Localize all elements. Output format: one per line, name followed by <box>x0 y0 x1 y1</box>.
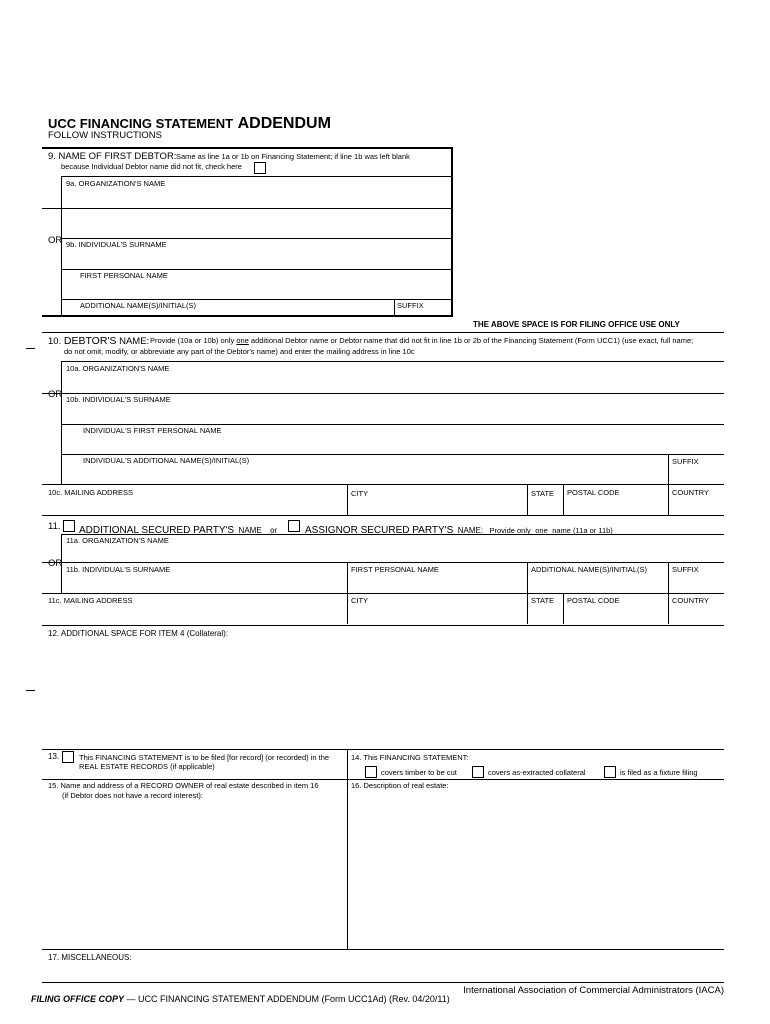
s9-line-b <box>42 208 452 209</box>
s10b-label: 10b. INDIVIDUAL'S SURNAME <box>66 395 171 404</box>
s9-line-a <box>61 176 452 177</box>
s11-top-line <box>42 515 724 516</box>
s11c-state-div <box>527 593 528 624</box>
s14-opt2: covers as-extracted collateral <box>488 768 586 777</box>
s15-line2: (if Debtor does not have a record interest): <box>62 791 203 800</box>
s11-num: 11. <box>48 521 61 532</box>
s10-additional-label: INDIVIDUAL'S ADDITIONAL NAME(S)/INITIAL(S) <box>83 456 250 465</box>
s16-label: 16. Description of real estate: <box>351 781 449 790</box>
s10a-input[interactable] <box>62 374 722 392</box>
s10c-city-input[interactable] <box>348 499 526 514</box>
s17-label: 17. MISCELLANEOUS: <box>48 953 132 962</box>
s10c-state-label: STATE <box>531 489 555 498</box>
footer-iaca: International Association of Commercial Administrators (IACA) <box>463 985 724 996</box>
s14-timber-checkbox[interactable] <box>365 766 377 778</box>
s9-right-border <box>451 147 453 315</box>
s11-provide-b: name (11a or 11b) <box>552 526 613 535</box>
s17-top-line <box>42 949 724 950</box>
s16-description-input[interactable] <box>349 793 723 947</box>
s9a-input[interactable] <box>62 190 450 207</box>
s10-or: OR <box>48 389 63 400</box>
s9-suffix-divider <box>394 299 395 315</box>
s14-as-extracted-checkbox[interactable] <box>472 766 484 778</box>
s11a-label: 11a. ORGANIZATION'S NAME <box>66 536 169 545</box>
s10-line-b <box>42 393 724 394</box>
s10-desc2: do not omit, modify, or abbreviate any part of the Debtor's name) and enter the mailing address in line 10c <box>64 347 415 356</box>
s10-suffix-divider <box>668 454 669 484</box>
s10-name-word: NAME: <box>119 336 150 347</box>
s9-additional-label: ADDITIONAL NAME(S)/INITIAL(S) <box>80 301 196 310</box>
s10c-city-label: CITY <box>351 489 369 498</box>
s11c-label: 11c. MAILING ADDRESS <box>48 596 133 605</box>
s9b-input[interactable] <box>62 250 450 268</box>
s15-owner-input[interactable] <box>43 803 345 947</box>
s11-additional-name: NAME <box>238 526 262 535</box>
s12-label: 12. ADDITIONAL SPACE FOR ITEM 4 (Collateral): <box>48 629 229 638</box>
s13-real-estate-checkbox[interactable] <box>62 751 74 763</box>
s9-label: 9. NAME OF FIRST DEBTOR: <box>48 151 177 162</box>
s11-line-b <box>42 562 724 563</box>
s9-desc2: because Individual Debtor name did not fit, check here <box>61 162 242 171</box>
s10-additional-input[interactable] <box>62 466 666 483</box>
footer-copy-rest: — UCC FINANCING STATEMENT ADDENDUM (Form UCC1Ad) (Rev. 04/20/11) <box>126 994 450 1004</box>
s11c-state-label: STATE <box>531 596 555 605</box>
s15-top-line <box>42 779 724 780</box>
s11-or: OR <box>48 558 63 569</box>
s10-label <box>48 336 149 347</box>
s9-first-input[interactable] <box>62 282 450 298</box>
margin-tick-upper <box>26 348 35 349</box>
s10-desc1-one: one <box>236 336 249 345</box>
s9-first-label: FIRST PERSONAL NAME <box>80 271 168 280</box>
s13-line1: This FINANCING STATEMENT is to be filed [for record] (or recorded) in the <box>79 753 330 762</box>
s10c-country-label: COUNTRY <box>672 488 709 497</box>
s10-desc1 <box>150 337 693 345</box>
s10c-state-div <box>527 484 528 515</box>
s11b-suffix-label: SUFFIX <box>672 565 699 574</box>
form-title-main: UCC FINANCING STATEMENT <box>48 116 234 131</box>
s12-collateral-input[interactable] <box>43 642 723 747</box>
s9-line-c <box>61 238 452 239</box>
s13-top-line <box>42 749 724 750</box>
s9-suffix-label: SUFFIX <box>397 301 424 310</box>
s10-first-input[interactable] <box>62 436 722 453</box>
s10-desc1-a: Provide (10a or 10b) only <box>150 336 235 345</box>
s9-top-border <box>42 147 453 149</box>
s10-line-e <box>42 484 724 485</box>
s10c-country-div <box>668 484 669 515</box>
s10-line-a <box>61 361 724 362</box>
s10a-label: 10a. ORGANIZATION'S NAME <box>66 364 170 373</box>
s10-line-c <box>61 424 724 425</box>
s17-bottom-line <box>42 982 724 983</box>
s15-line1: 15. Name and address of a RECORD OWNER of real estate described in item 16 <box>48 781 319 790</box>
s11-line-a <box>61 534 724 535</box>
s11c-postal-div <box>563 593 564 624</box>
s10c-label: 10c. MAILING ADDRESS <box>48 488 134 497</box>
s11-line-c <box>42 593 724 594</box>
s11c-city-label: CITY <box>351 596 369 605</box>
s9a-label: 9a. ORGANIZATION'S NAME <box>66 179 166 188</box>
s11-assignor-text: ASSIGNOR SECURED PARTY'S <box>305 525 454 536</box>
s10-suffix-label: SUFFIX <box>672 457 699 466</box>
s11-additional-text: ADDITIONAL SECURED PARTY'S <box>79 525 235 536</box>
s10-desc1-b: additional Debtor name or Debtor name that did not fit in line 1b or 2b of the Financing Statement (Form UCC1) (use exact, full name; <box>250 336 694 345</box>
s11-provide-one: one <box>535 526 548 535</box>
s11-provide-a: Provide only <box>489 526 531 535</box>
footer-copy-bold: FILING OFFICE COPY <box>31 994 125 1004</box>
s13-num: 13. <box>48 752 60 761</box>
s11b-addl-div <box>527 562 528 593</box>
s13-line2: REAL ESTATE RECORDS (if applicable) <box>79 762 215 771</box>
footer-copy <box>31 995 450 1004</box>
s14-opt3: is filed as a fixture filing <box>620 768 698 777</box>
s10b-input[interactable] <box>62 405 722 423</box>
s11b-label: 11b. INDIVIDUAL'S SURNAME <box>66 565 171 574</box>
s11-or-word: or <box>270 526 278 535</box>
margin-tick-lower <box>26 690 35 691</box>
s9-or: OR <box>48 235 63 246</box>
s11b-surname-input[interactable] <box>62 576 345 592</box>
s14-fixture-checkbox[interactable] <box>604 766 616 778</box>
s9-line-d <box>61 269 452 270</box>
s10c-postal-div <box>563 484 564 515</box>
s17-misc-input[interactable] <box>43 966 723 980</box>
s11-additional-checkbox[interactable] <box>63 520 75 532</box>
s10-debtors: DEBTOR'S <box>63 335 117 347</box>
s11-assignor-name: NAME: <box>457 526 484 535</box>
s10-num: 10. <box>48 336 62 347</box>
s11c-mailing-input[interactable] <box>43 607 345 623</box>
s10c-postal-label: POSTAL CODE <box>567 488 620 497</box>
s14-label: 14. This FINANCING STATEMENT: <box>351 753 469 762</box>
s9-same-as-checkbox[interactable] <box>254 162 266 174</box>
s10-line-d <box>61 454 724 455</box>
form-title-addendum: ADDENDUM <box>237 115 331 132</box>
s10c-mailing-input[interactable] <box>43 499 345 514</box>
s9-desc1: Same as line 1a or 1b on Financing Statement; if line 1b was left blank <box>176 152 410 161</box>
s11b-addl-label: ADDITIONAL NAME(S)/INITIAL(S) <box>531 565 647 574</box>
filing-office-note: THE ABOVE SPACE IS FOR FILING OFFICE USE ONLY <box>473 320 680 329</box>
s11c-country-label: COUNTRY <box>672 596 709 605</box>
s10-top-line <box>42 332 724 333</box>
s12-top-line <box>42 625 724 626</box>
s11a-input[interactable] <box>62 546 722 561</box>
follow-instructions: FOLLOW INSTRUCTIONS <box>48 130 163 141</box>
s11b-first-label: FIRST PERSONAL NAME <box>351 565 439 574</box>
s11-assignor-checkbox[interactable] <box>288 520 300 532</box>
s9-bottom-border <box>42 315 453 317</box>
s10-first-label: INDIVIDUAL'S FIRST PERSONAL NAME <box>83 426 222 435</box>
s14-opt1: covers timber to be cut <box>381 768 457 777</box>
s9b-label: 9b. INDIVIDUAL'S SURNAME <box>66 240 167 249</box>
s11c-postal-label: POSTAL CODE <box>567 596 620 605</box>
